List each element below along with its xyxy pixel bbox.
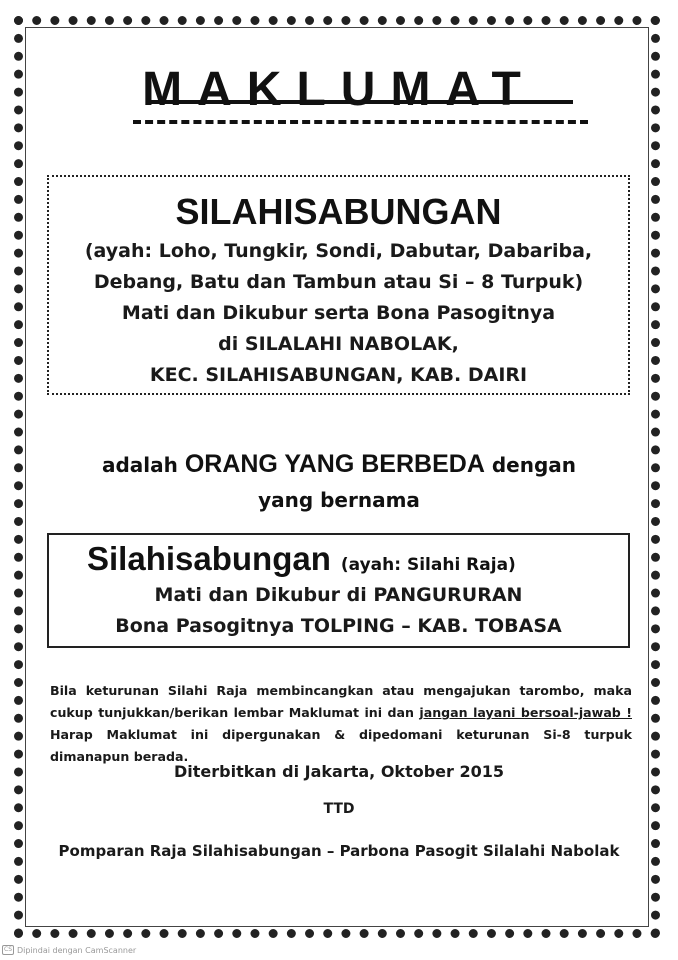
instruction-underlined: jangan layani bersoal-jawab ! — [419, 705, 632, 720]
instruction-text-1: Bila keturunan Silahi Raja membincangkan atau mengajukan tarombo, maka cukup tunjukkan/berikan lembar Maklumat ini dan — [50, 683, 632, 720]
title-dashed-underline — [133, 120, 588, 124]
statement-emphasis: ORANG YANG BERBEDA — [184, 450, 485, 478]
other-person-line-2: Bona Pasogitnya TOLPING – KAB. TOBASA — [115, 615, 562, 637]
subject-line-3: Mati dan Dikubur serta Bona Pasogitnya — [121, 302, 556, 324]
instruction-text-2: Harap Maklumat ini dipergunakan & dipedomani keturunan Si-8 turpuk dimanapun berada. — [50, 727, 632, 764]
scanner-watermark — [2, 945, 136, 955]
statement-line-1 — [0, 450, 678, 479]
instruction-paragraph — [50, 680, 632, 768]
statement-post: dengan — [484, 453, 577, 477]
camscanner-logo-icon: CS — [4, 946, 12, 953]
other-person-heading — [87, 540, 516, 578]
other-person-box — [47, 533, 630, 648]
other-person-father: (ayah: Silahi Raja) — [340, 555, 516, 575]
subject-line-2: Debang, Batu dan Tambun atau Si – 8 Turpuk) — [93, 271, 584, 293]
subject-name: SILAHISABUNGAN — [175, 191, 502, 232]
signatory: Pomparan Raja Silahisabungan – Parbona Pasogit Silalahi Nabolak — [58, 842, 620, 860]
subject-line-5: KEC. SILAHISABUNGAN, KAB. DAIRI — [149, 364, 528, 386]
signature-mark: TTD — [323, 801, 355, 817]
statement-pre: adalah — [101, 453, 185, 477]
statement-line-2: yang bernama — [258, 488, 420, 512]
other-person-line-1: Mati dan Dikubur di PANGURURAN — [154, 584, 523, 606]
document-title: MAKLUMAT — [142, 63, 536, 116]
subject-line-4: di SILALAHI NABOLAK, — [218, 333, 459, 355]
subject-line-1: (ayah: Loho, Tungkir, Sondi, Dabutar, Dabariba, — [84, 240, 593, 262]
scanner-watermark-text: Dipindai dengan CamScanner — [17, 945, 137, 955]
issued-place-date: Diterbitkan di Jakarta, Oktober 2015 — [174, 762, 504, 781]
subject-box — [47, 175, 630, 395]
other-person-name: Silahisabungan — [87, 540, 331, 577]
